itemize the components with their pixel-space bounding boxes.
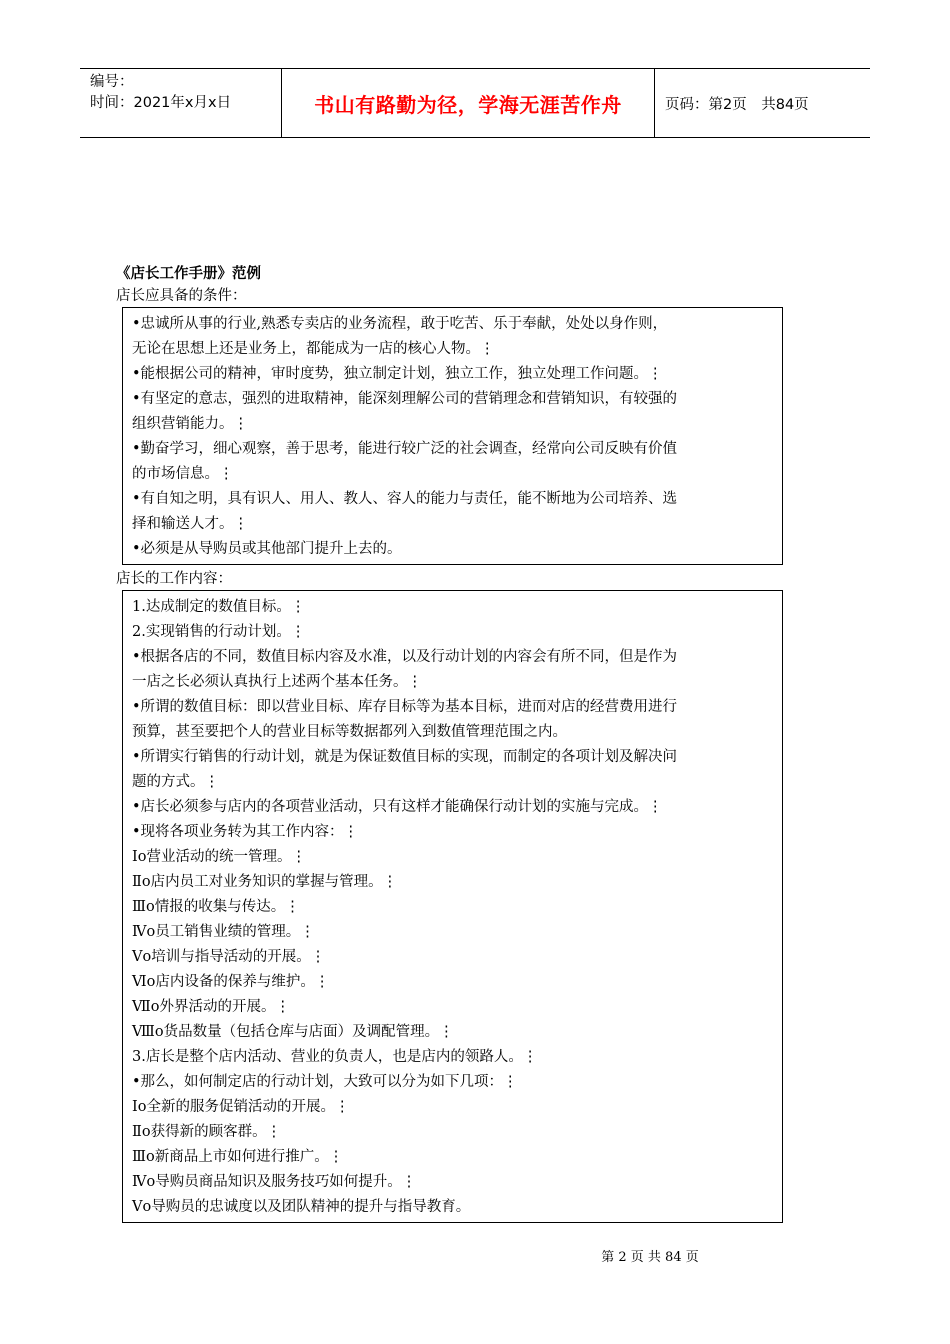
text-line: 组织营销能力。⋮ — [132, 416, 248, 432]
text-line: Ⅳo导购员商品知识及服务技巧如何提升。⋮ — [132, 1174, 417, 1190]
text-line: •能根据公司的精神，审时度势，独立制定计划，独立工作，独立处理工作问题。⋮ — [132, 366, 663, 382]
section-requirements-box — [122, 307, 783, 565]
section-duties-box — [122, 590, 783, 1223]
document-title: 《店长工作手册》范例 — [116, 266, 261, 282]
text-line: Ⅶo外界活动的开展。⋮ — [132, 999, 290, 1015]
text-line: 题的方式。⋮ — [132, 774, 219, 790]
text-line: 的市场信息。⋮ — [132, 466, 234, 482]
text-line: Ⅰo全新的服务促销活动的开展。⋮ — [132, 1099, 350, 1115]
header-meta — [80, 69, 282, 137]
text-line: 2.实现销售的行动计划。⋮ — [132, 624, 306, 640]
text-line: Ⅰo营业活动的统一管理。⋮ — [132, 849, 306, 865]
text-line: •根据各店的不同，数值目标内容及水准，以及行动计划的内容会有所不同，但是作为 — [132, 649, 678, 665]
header-motto-cell — [282, 69, 655, 137]
footer-page-number: 第 2 页 共 84 页 — [601, 1250, 699, 1265]
text-line: Ⅲo情报的收集与传达。⋮ — [132, 899, 300, 915]
section-duties-label: 店长的工作内容： — [116, 571, 232, 587]
text-line: Ⅷo货品数量（包括仓库与店面）及调配管理。⋮ — [132, 1024, 454, 1040]
text-line: •有自知之明，具有识人、用人、教人、容人的能力与责任，能不断地为公司培养、选 — [132, 491, 678, 507]
text-line: •现将各项业务转为其工作内容：⋮ — [132, 824, 359, 840]
text-line: Ⅲo新商品上市如何进行推广。⋮ — [132, 1149, 344, 1165]
text-line: Ⅵo店内设备的保养与维护。⋮ — [132, 974, 330, 990]
text-line: 一店之长必须认真执行上述两个基本任务。⋮ — [132, 674, 422, 690]
text-line: Ⅱo店内员工对业务知识的掌握与管理。⋮ — [132, 874, 398, 890]
header-number: 编号： — [90, 74, 134, 90]
section-requirements-label: 店长应具备的条件： — [116, 288, 247, 304]
page-header — [80, 68, 870, 138]
text-line: •忠诚所从事的行业,熟悉专卖店的业务流程，敢于吃苦、乐于奉献，处处以身作则， — [132, 316, 668, 332]
text-line: •所谓的数值目标：即以营业目标、库存目标等为基本目标，进而对店的经营费用进行 — [132, 699, 678, 715]
text-line: 预算，甚至要把个人的营业目标等数据都列入到数值管理范围之内。 — [132, 724, 567, 740]
header-motto: 书山有路勤为径，学海无涯苦作舟 — [314, 92, 622, 117]
text-line: Ⅴo导购员的忠诚度以及团队精神的提升与指导教育。 — [132, 1199, 471, 1215]
text-line: •必须是从导购员或其他部门提升上去的。 — [132, 541, 402, 557]
text-line: 无论在思想上还是业务上，都能成为一店的核心人物。⋮ — [132, 341, 495, 357]
text-line: •有坚定的意志，强烈的进取精神，能深刻理解公司的营销理念和营销知识，有较强的 — [132, 391, 678, 407]
header-time: 时间：2021年x月x日 — [90, 95, 232, 111]
text-line: •勤奋学习，细心观察，善于思考，能进行较广泛的社会调查，经常向公司反映有价值 — [132, 441, 678, 457]
text-line: •所谓实行销售的行动计划，就是为保证数值目标的实现，而制定的各项计划及解决问 — [132, 749, 678, 765]
text-line: Ⅳo员工销售业绩的管理。⋮ — [132, 924, 315, 940]
text-line: 3.店长是整个店内活动、营业的负责人，也是店内的领路人。⋮ — [132, 1049, 538, 1065]
text-line: 择和输送人才。⋮ — [132, 516, 248, 532]
text-line: •店长必须参与店内的各项营业活动，只有这样才能确保行动计划的实施与完成。⋮ — [132, 799, 663, 815]
header-page-info: 页码：第2页 共84页 — [665, 96, 809, 113]
text-line: Ⅱo获得新的顾客群。⋮ — [132, 1124, 282, 1140]
text-line: •那么，如何制定店的行动计划，大致可以分为如下几项：⋮ — [132, 1074, 518, 1090]
text-line: 1.达成制定的数值目标。⋮ — [132, 599, 306, 615]
page-footer — [0, 1246, 950, 1265]
text-line: Ⅴo培训与指导活动的开展。⋮ — [132, 949, 326, 965]
